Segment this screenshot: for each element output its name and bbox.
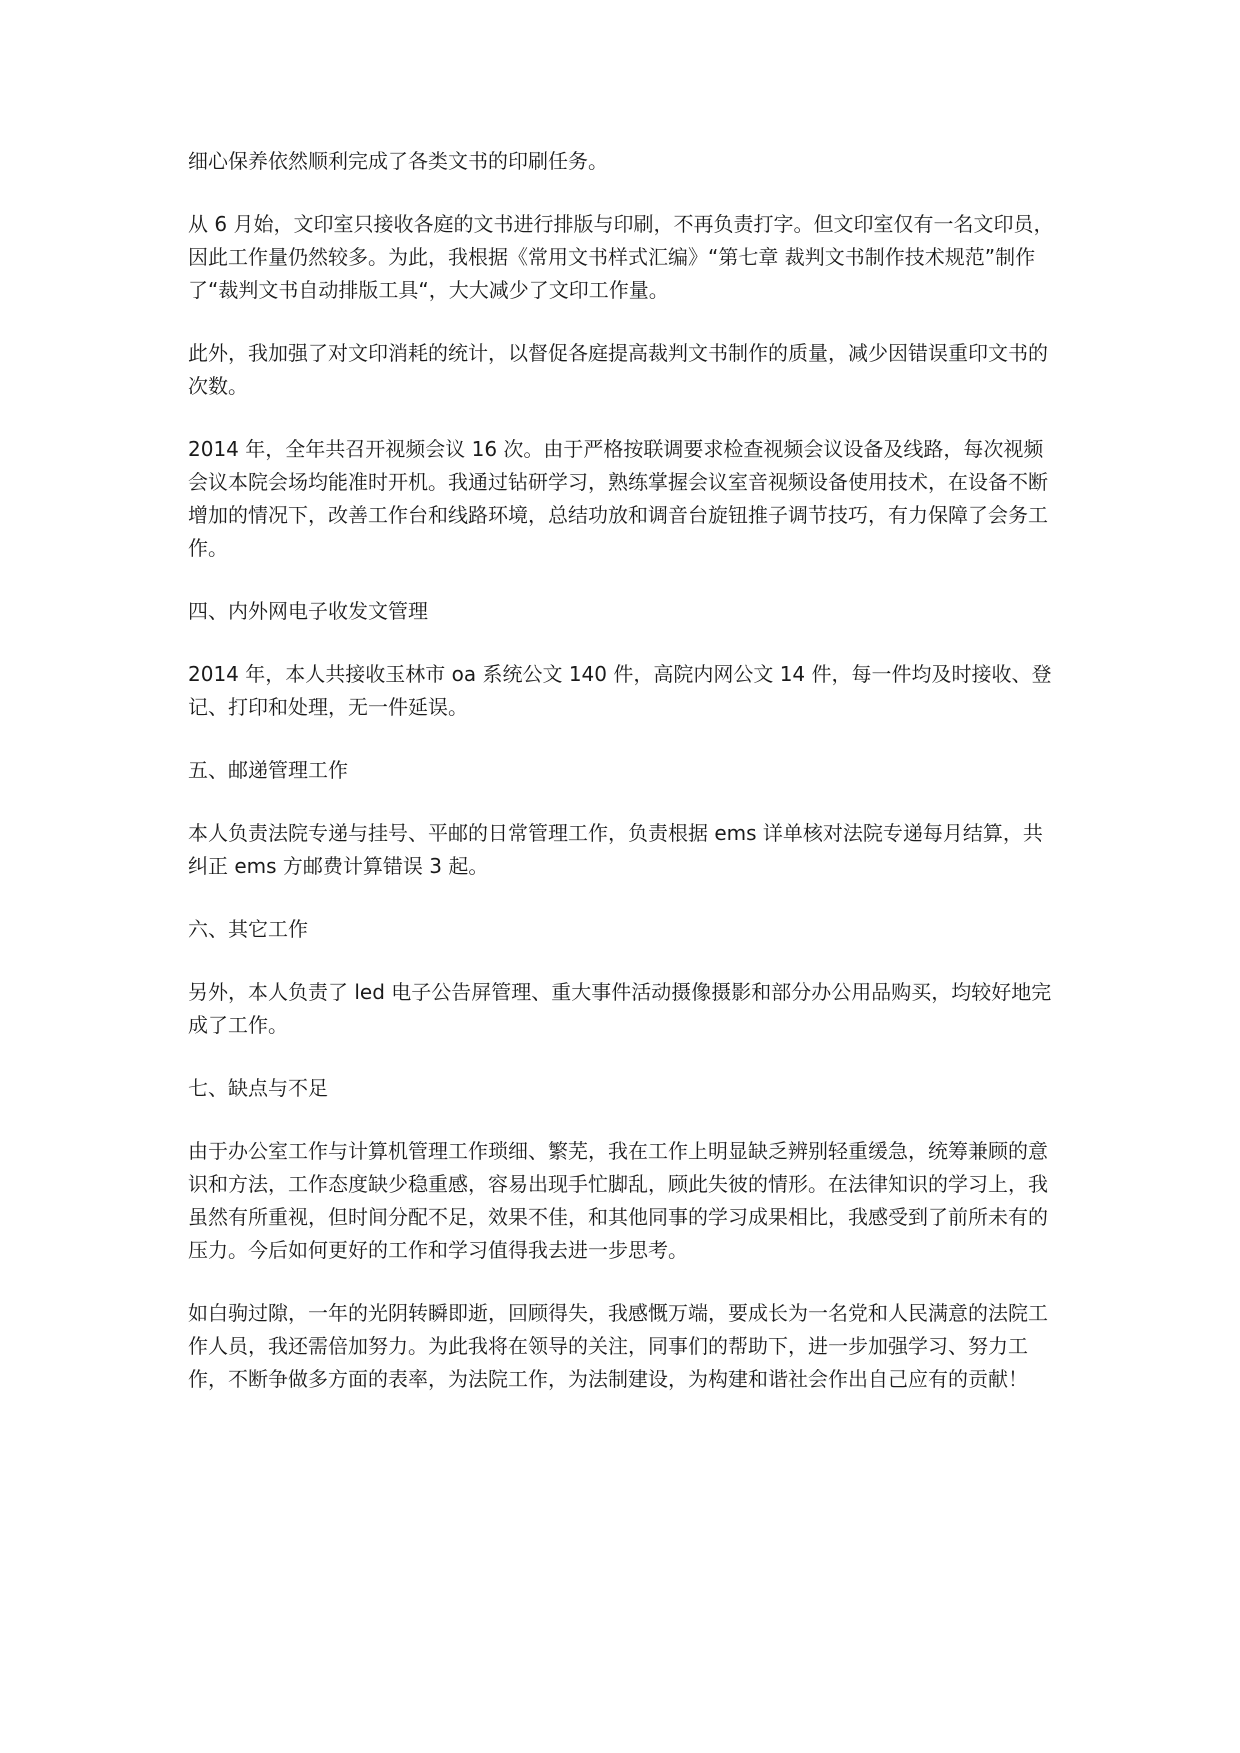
section-heading-electronic-documents: 四、内外网电子收发文管理 xyxy=(188,599,428,623)
section-heading-shortcomings: 七、缺点与不足 xyxy=(188,1076,328,1100)
section-heading-other-work: 六、其它工作 xyxy=(188,917,308,941)
paragraph-other-work: 另外，本人负责了 led 电子公告屏管理、重大事件活动摄像摄影和部分办公用品购买，均较好地完成了工作。 xyxy=(188,980,1052,1037)
document-body xyxy=(188,145,1060,1426)
paragraph-conclusion: 如白驹过隙，一年的光阴转瞬即逝，回顾得失，我感慨万端，要成长为一名党和人民满意的法院工作人员，我还需倍加努力。为此我将在领导的关注，同事们的帮助下，进一步加强学习、努力工作，不断争做多方面的表率，为法院工作，为法制建设，为构建和谐社会作出自己应有的贡献！ xyxy=(188,1301,1048,1391)
paragraph-shortcomings: 由于办公室工作与计算机管理工作琐细、繁芜，我在工作上明显缺乏辨别轻重缓急，统筹兼顾的意识和方法，工作态度缺少稳重感，容易出现手忙脚乱，顾此失彼的情形。在法律知识的学习上，我虽然有所重视，但时间分配不足，效果不佳，和其他同事的学习成果相比，我感受到了前所未有的压力。今后如何更好的工作和学习值得我去进一步思考。 xyxy=(188,1139,1048,1262)
section-heading-postal-management: 五、邮递管理工作 xyxy=(188,758,348,782)
paragraph-printing-task: 细心保养依然顺利完成了各类文书的印刷任务。 xyxy=(188,149,608,173)
paragraph-video-conference: 2014 年，全年共召开视频会议 16 次。由于严格按联调要求检查视频会议设备及线路，每次视频会议本院会场均能准时开机。我通过钻研学习，熟练掌握会议室音视频设备使用技术，在设备不断增加的情况下，改善工作台和线路环境，总结功放和调音台旋钮推子调节技巧，有力保障了会务工作。 xyxy=(188,437,1048,560)
paragraph-print-consumption: 此外，我加强了对文印消耗的统计，以督促各庭提高裁判文书制作的质量，减少因错误重印文书的次数。 xyxy=(188,341,1048,398)
paragraph-postal-management: 本人负责法院专递与挂号、平邮的日常管理工作，负责根据 ems 详单核对法院专递每月结算，共纠正 ems 方邮费计算错误 3 起。 xyxy=(188,821,1043,878)
paragraph-electronic-documents: 2014 年，本人共接收玉林市 oa 系统公文 140 件，高院内网公文 14 件，每一件均及时接收、登记、打印和处理，无一件延误。 xyxy=(188,662,1052,719)
paragraph-typesetting: 从 6 月始，文印室只接收各庭的文书进行排版与印刷，不再负责打字。但文印室仅有一名文印员，因此工作量仍然较多。为此，我根据《常用文书样式汇编》“第七章 裁判文书制作技术规范”制作了“裁判文书自动排版工具“，大大减少了文印工作量。 xyxy=(188,212,1054,302)
